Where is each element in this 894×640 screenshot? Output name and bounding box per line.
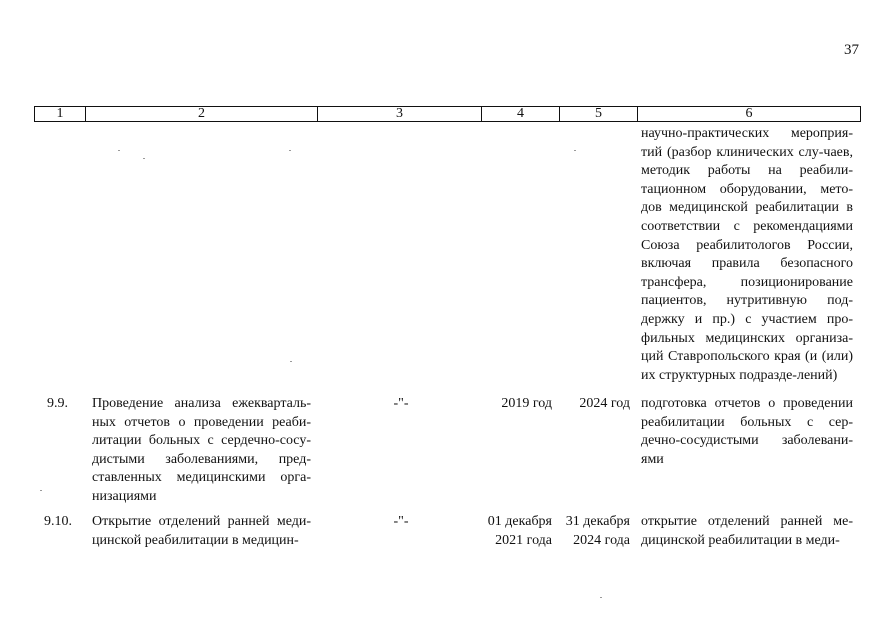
row-9-9-number: 9.9. [47,396,68,411]
row-9-10-start-date: 01 декабря 2021 года [487,514,552,548]
column-number-4: 4 [482,107,560,122]
scan-speck [289,150,291,151]
scan-speck [574,150,576,151]
column-number-2: 2 [86,107,318,122]
scan-speck [600,597,602,598]
scan-speck [143,158,145,159]
row-9-9-activity: Проведение анализа ежекварталь-ных отчетов о проведении реаби-литации больных с сердечно-сосу-дистыми заболеваниями, пред-ставленных медицинскими орга-низациями [92,396,311,504]
row-9-9-executor: -"- [393,396,409,411]
scan-speck [118,150,120,151]
table-column-header [34,106,861,122]
scan-speck [40,490,42,491]
column-number-3: 3 [318,107,482,122]
column-number-row [35,107,861,122]
row-9-9-result: подготовка отчетов о проведении реабилитации больных с сер-дечно-сосудистыми заболевани-ями [641,396,853,467]
row-9-10-number: 9.10. [44,514,72,529]
row-9-9-start-date: 2019 год [501,396,552,411]
row-9-10-activity: Открытие отделений ранней меди-цинской реабилитации в медицин- [92,514,311,548]
scan-speck [290,361,292,362]
page-number: 37 [844,42,859,58]
row-9-10-end-date: 31 декабря 2024 года [565,514,630,548]
row-9-9-end-date: 2024 год [579,396,630,411]
row-9-10-executor: -"- [393,514,409,529]
column-number-1: 1 [35,107,86,122]
column-number-5: 5 [560,107,638,122]
column-number-6: 6 [638,107,861,122]
continued-row-result: научно-практических мероприя-тий (разбор клинических слу-чаев, методик работы на реабили-тационном оборудовании, мето-дов медицинской реабилитации в соответствии с рекомендациями Союза реабилитологов России, включая правила безопасного трансфера, позиционирование пациентов, нутритивную под-держку и пр.) с участием про-фильных медицинских организа-ций Ставропольского края (и (или) их структурных подразде-лений) [641,126,853,383]
row-9-10-result: открытие отделений ранней ме-дицинской реабилитации в меди- [641,514,853,548]
